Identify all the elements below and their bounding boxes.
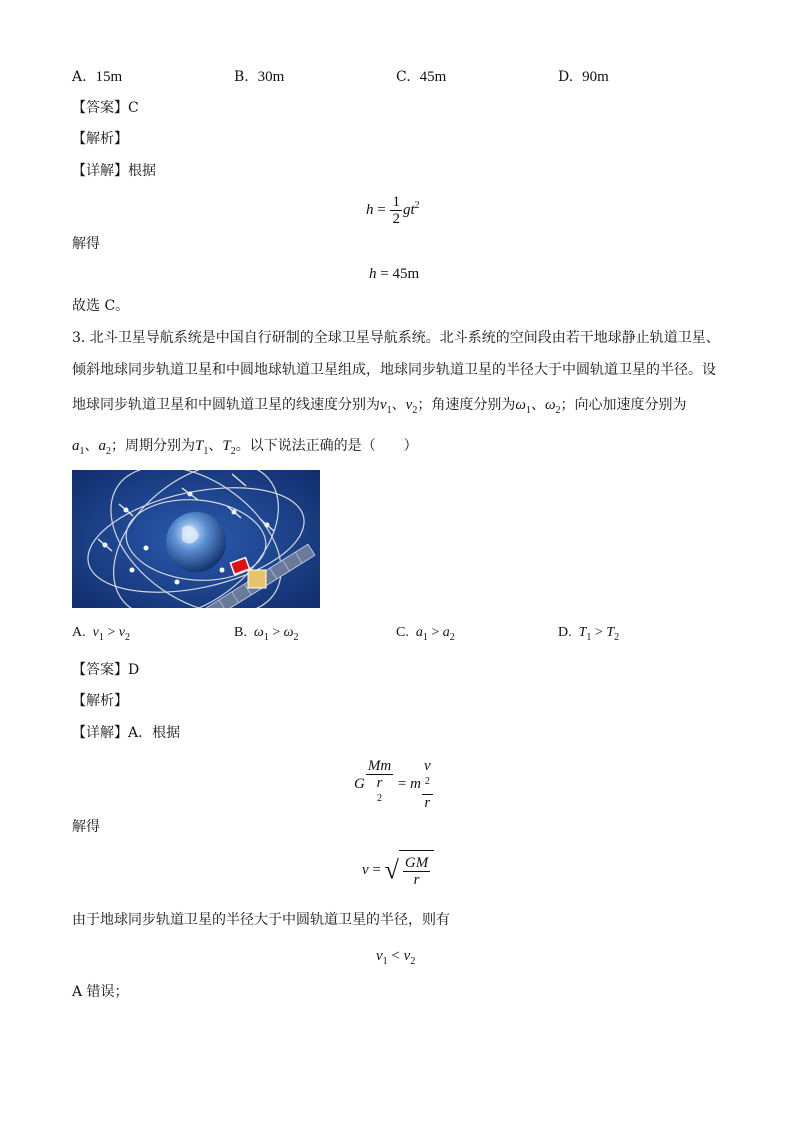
q3-solve-label: 解得	[72, 819, 100, 835]
q3-formula-gravity: G Mm r $^2$ = m v $^2$ r	[354, 758, 431, 811]
q2-option-d: D. 90m	[558, 69, 609, 85]
q3-formula-compare: $v_1 < v_2$	[376, 948, 416, 967]
q2-solve-label: 解得	[72, 236, 100, 252]
q3-option-b: B. $\omega_1 > \omega_2$	[234, 625, 299, 643]
q2-formula-2: h = 45m	[369, 266, 420, 282]
q2-option-c: C. 45m	[396, 69, 447, 85]
q3-option-a: A. $v_1 > v_2$	[72, 625, 130, 643]
q3-stem-line-2: 倾斜地球同步轨道卫星和中圆地球轨道卫星组成，地球同步轨道卫星的半径大于中圆轨道卫星的半径。设	[72, 362, 716, 378]
q2-answer: 【答案】C	[72, 100, 139, 116]
q3-detail-label: 【详解】A．根据	[72, 725, 181, 741]
q2-analysis-label: 【解析】	[72, 131, 128, 147]
q2-option-a: A. 15m	[72, 69, 123, 85]
q2-detail-label: 【详解】根据	[72, 163, 156, 179]
q2-option-b: B. 30m	[234, 69, 285, 85]
q3-stem-line-1: 3. 北斗卫星导航系统是中国自行研制的全球卫星导航系统。北斗系统的空间段由若干地球静止轨道卫星、	[72, 330, 720, 346]
q2-conclusion: 故选 C。	[72, 298, 130, 314]
q3-option-c: C. $a_1 > a_2$	[396, 625, 455, 643]
q3-analysis-label: 【解析】	[72, 693, 128, 709]
q2-formula-1: h = $\frac{1}{2}$ $gt^2$	[366, 194, 420, 228]
beidou-satellite-figure	[72, 470, 320, 608]
q3-compare-text: 由于地球同步轨道卫星的半径大于中圆轨道卫星的半径，则有	[72, 912, 450, 928]
q3-wrong-label: A 错误；	[72, 984, 129, 1000]
q3-option-d: D. $T_1 > T_2$	[558, 625, 620, 643]
q3-stem-line-4: $a_1$、$a_2$；周期分别为$T_1$、$T_2$。以下说法正确的是（ ）	[72, 438, 418, 457]
q3-answer: 【答案】D	[72, 662, 140, 678]
earth	[166, 512, 226, 572]
q3-formula-velocity: v = √ $\frac{GM}{r}$	[362, 850, 434, 891]
q3-stem-line-3: 地球同步轨道卫星和中圆轨道卫星的线速度分别为$v_1$、$v_2$；角速度分别为$\omega_1$、$\omega_2$；向心加速度分别为	[72, 397, 687, 416]
